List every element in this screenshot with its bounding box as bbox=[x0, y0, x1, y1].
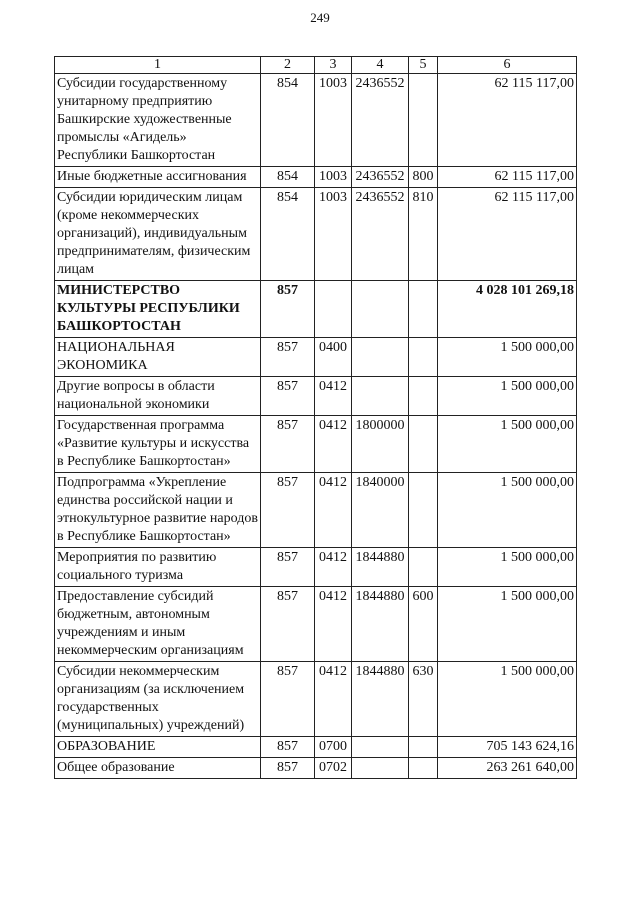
row-name-cell: Субсидии юридическим лицам (кроме некоммерческих организаций), индивидуальным предпринимателям, физическим лицам bbox=[55, 188, 261, 281]
row-expense-type-cell: 810 bbox=[409, 188, 438, 281]
row-name-cell: Мероприятия по развитию социального туризма bbox=[55, 548, 261, 587]
row-name-cell: МИНИСТЕРСТВО КУЛЬТУРЫ РЕСПУБЛИКИ БАШКОРТОСТАН bbox=[55, 281, 261, 338]
row-expense-type-cell: 600 bbox=[409, 587, 438, 662]
row-section-cell: 0700 bbox=[315, 737, 352, 758]
row-name-cell: Субсидии некоммерческим организациям (за исключением государственных (муниципальных) учреждений) bbox=[55, 662, 261, 737]
row-target-article-cell: 1844880 bbox=[352, 548, 409, 587]
row-amount-cell: 1 500 000,00 bbox=[438, 587, 577, 662]
table-row bbox=[55, 377, 577, 416]
table-row bbox=[55, 473, 577, 548]
row-expense-type-cell bbox=[409, 548, 438, 587]
row-expense-type-cell bbox=[409, 281, 438, 338]
budget-table bbox=[54, 56, 577, 779]
row-amount-cell: 1 500 000,00 bbox=[438, 338, 577, 377]
row-section-cell: 0412 bbox=[315, 662, 352, 737]
row-expense-type-cell bbox=[409, 338, 438, 377]
row-section-cell: 0702 bbox=[315, 758, 352, 779]
row-amount-cell: 62 115 117,00 bbox=[438, 167, 577, 188]
row-target-article-cell: 2436552 bbox=[352, 188, 409, 281]
row-name-cell: ОБРАЗОВАНИЕ bbox=[55, 737, 261, 758]
row-expense-type-cell bbox=[409, 416, 438, 473]
table-row bbox=[55, 281, 577, 338]
row-expense-type-cell: 800 bbox=[409, 167, 438, 188]
row-target-article-cell bbox=[352, 281, 409, 338]
table-row bbox=[55, 167, 577, 188]
row-target-article-cell: 1844880 bbox=[352, 587, 409, 662]
row-name-cell: НАЦИОНАЛЬНАЯ ЭКОНОМИКА bbox=[55, 338, 261, 377]
row-amount-cell: 1 500 000,00 bbox=[438, 473, 577, 548]
row-section-cell: 0412 bbox=[315, 416, 352, 473]
row-ved-cell: 857 bbox=[261, 281, 315, 338]
table-row bbox=[55, 548, 577, 587]
row-name-cell: Субсидии государственному унитарному предприятию Башкирские художественные промыслы «Агидель» Республики Башкортостан bbox=[55, 74, 261, 167]
table-row bbox=[55, 416, 577, 473]
row-section-cell: 1003 bbox=[315, 74, 352, 167]
row-name-cell: Общее образование bbox=[55, 758, 261, 779]
row-amount-cell: 1 500 000,00 bbox=[438, 416, 577, 473]
row-section-cell: 1003 bbox=[315, 167, 352, 188]
row-target-article-cell: 1844880 bbox=[352, 662, 409, 737]
row-expense-type-cell bbox=[409, 473, 438, 548]
table-row bbox=[55, 338, 577, 377]
row-section-cell: 0412 bbox=[315, 548, 352, 587]
table-row bbox=[55, 74, 577, 167]
page-number: 249 bbox=[310, 10, 330, 25]
row-name-cell: Подпрограмма «Укрепление единства российской нации и этнокультурное развитие народов в Республике Башкортостан» bbox=[55, 473, 261, 548]
row-ved-cell: 857 bbox=[261, 662, 315, 737]
row-section-cell: 0412 bbox=[315, 587, 352, 662]
row-amount-cell: 62 115 117,00 bbox=[438, 188, 577, 281]
table-row bbox=[55, 737, 577, 758]
column-header: 5 bbox=[409, 57, 438, 74]
row-name-cell: Государственная программа «Развитие культуры и искусства в Республике Башкортостан» bbox=[55, 416, 261, 473]
row-expense-type-cell bbox=[409, 737, 438, 758]
row-target-article-cell: 1840000 bbox=[352, 473, 409, 548]
row-ved-cell: 854 bbox=[261, 188, 315, 281]
column-header: 3 bbox=[315, 57, 352, 74]
row-ved-cell: 857 bbox=[261, 377, 315, 416]
row-name-cell: Другие вопросы в области национальной экономики bbox=[55, 377, 261, 416]
row-name-cell: Иные бюджетные ассигнования bbox=[55, 167, 261, 188]
row-expense-type-cell bbox=[409, 377, 438, 416]
row-amount-cell: 1 500 000,00 bbox=[438, 377, 577, 416]
row-section-cell: 0412 bbox=[315, 473, 352, 548]
row-amount-cell: 62 115 117,00 bbox=[438, 74, 577, 167]
row-ved-cell: 857 bbox=[261, 416, 315, 473]
row-target-article-cell bbox=[352, 338, 409, 377]
row-section-cell: 0412 bbox=[315, 377, 352, 416]
row-amount-cell: 1 500 000,00 bbox=[438, 548, 577, 587]
row-target-article-cell: 2436552 bbox=[352, 74, 409, 167]
row-ved-cell: 857 bbox=[261, 473, 315, 548]
row-ved-cell: 854 bbox=[261, 74, 315, 167]
row-section-cell bbox=[315, 281, 352, 338]
row-expense-type-cell: 630 bbox=[409, 662, 438, 737]
column-header: 4 bbox=[352, 57, 409, 74]
row-target-article-cell bbox=[352, 377, 409, 416]
table-header-row bbox=[55, 57, 577, 74]
row-expense-type-cell bbox=[409, 758, 438, 779]
row-name-cell: Предоставление субсидий бюджетным, автономным учреждениям и иным некоммерческим организациям bbox=[55, 587, 261, 662]
row-amount-cell: 705 143 624,16 bbox=[438, 737, 577, 758]
row-target-article-cell: 1800000 bbox=[352, 416, 409, 473]
table-row bbox=[55, 758, 577, 779]
column-header: 2 bbox=[261, 57, 315, 74]
row-target-article-cell bbox=[352, 758, 409, 779]
row-expense-type-cell bbox=[409, 74, 438, 167]
column-header: 1 bbox=[55, 57, 261, 74]
row-target-article-cell: 2436552 bbox=[352, 167, 409, 188]
row-target-article-cell bbox=[352, 737, 409, 758]
row-ved-cell: 857 bbox=[261, 548, 315, 587]
row-amount-cell: 263 261 640,00 bbox=[438, 758, 577, 779]
row-ved-cell: 857 bbox=[261, 338, 315, 377]
table-row bbox=[55, 188, 577, 281]
row-ved-cell: 857 bbox=[261, 587, 315, 662]
row-ved-cell: 857 bbox=[261, 758, 315, 779]
table-row bbox=[55, 662, 577, 737]
row-ved-cell: 857 bbox=[261, 737, 315, 758]
row-amount-cell: 4 028 101 269,18 bbox=[438, 281, 577, 338]
row-ved-cell: 854 bbox=[261, 167, 315, 188]
row-section-cell: 1003 bbox=[315, 188, 352, 281]
table-body bbox=[55, 74, 577, 779]
row-amount-cell: 1 500 000,00 bbox=[438, 662, 577, 737]
row-section-cell: 0400 bbox=[315, 338, 352, 377]
table-row bbox=[55, 587, 577, 662]
column-header: 6 bbox=[438, 57, 577, 74]
